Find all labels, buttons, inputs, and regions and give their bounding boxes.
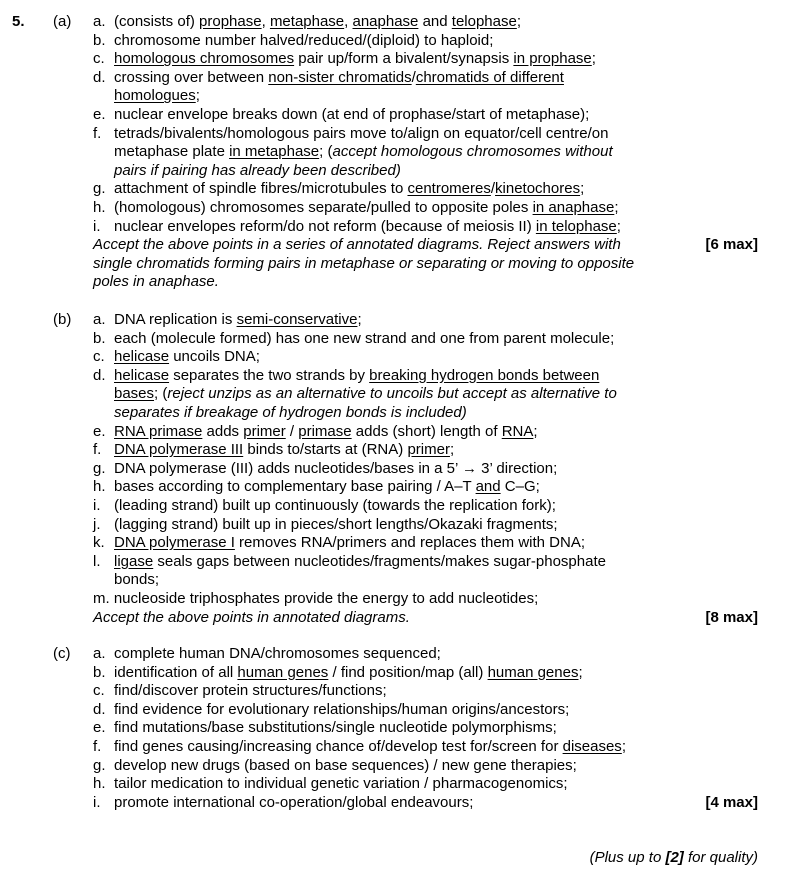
mark-point-line [0,534,788,553]
point-text [114,199,619,218]
point-text [114,738,626,757]
point-text [93,273,219,292]
key-term: non-sister chromatids [268,68,412,86]
text-segment: ; ( [319,143,333,161]
text-segment: DNA polymerase (III) adds nucleotides/bases in a 5’ → 3’ direction; [114,459,558,477]
key-term: bases [114,385,155,403]
text-segment: pair up/form a bivalent/synapsis [294,50,514,68]
point-letter: i. [93,496,101,514]
point-letter: i. [93,793,101,811]
point-text [114,125,608,144]
key-term: primer [243,422,286,440]
part-b [0,311,788,627]
quality-note [590,849,758,866]
examiner-note: poles in anaphase. [93,273,219,291]
point-letter: e. [93,105,106,123]
point-letter: e. [93,719,106,737]
mark-point-line [0,738,788,757]
text-segment: adds [202,422,244,440]
key-term: kinetochores [495,180,581,198]
mark-point-line [0,516,788,535]
mark-scheme-lines [0,645,788,812]
examiner-note: pairs if pairing has already been described) [114,161,401,179]
text-segment: bonds; [114,571,160,589]
point-text [114,32,493,51]
text-segment: / [411,68,416,86]
point-letter: f. [93,737,102,755]
text-segment: ; [578,663,583,681]
point-text [114,218,621,237]
text-segment: / [285,422,299,440]
text-segment: C–G; [500,478,540,496]
max-marks: [8 max] [705,608,758,626]
text-segment: nuclear envelopes reform/do not reform (because of meiosis II) [114,217,536,235]
text-segment: nuclear envelope breaks down (at end of prophase/start of metaphase); [114,105,590,123]
point-text [114,645,441,664]
point-text [114,404,467,423]
point-letter: d. [93,68,106,86]
point-letter: j. [93,515,101,533]
text-segment: (homologous) chromosomes separate/pulled to opposite poles [114,198,533,216]
mark-point-line [0,404,788,423]
mark-point-line [0,32,788,51]
point-text [114,50,596,69]
key-term: centromeres [407,180,491,198]
mark-point-line [0,125,788,144]
mark-point-line [0,162,788,181]
key-term: telophase [451,13,517,30]
text-segment: (consists of) [114,13,200,30]
point-letter: h. [93,198,106,216]
examiner-note: separates if breakage of hydrogen bonds is included) [114,403,467,421]
point-letter: f. [93,124,102,142]
point-letter: k. [93,534,105,552]
point-text [114,330,614,349]
key-term: in telophase [535,217,617,235]
mark-point-line [0,609,788,628]
text-segment: identification of all [114,663,238,681]
key-term: prophase [199,13,262,30]
text-segment: and [418,13,452,30]
point-letter: e. [93,422,106,440]
text-segment: each (molecule formed) has one new strand and one from parent molecule; [114,329,615,347]
mark-point-line [0,775,788,794]
text-segment: ; [449,441,455,459]
text-segment: seals gaps between nucleotides/fragments/makes sugar-phosphate [153,552,606,570]
point-letter: f. [93,441,102,459]
point-text [93,590,538,609]
text-segment: / [490,180,496,198]
key-term: human genes [487,663,579,681]
point-letter: b. [93,329,106,347]
quality-marks: [2] [665,849,684,866]
key-term: in metaphase [229,143,320,161]
text-segment: binds to/starts at (RNA) [243,441,408,459]
text-segment: ; [357,311,362,328]
mark-point-line [0,330,788,349]
mark-point-line [0,460,788,479]
point-letter: d. [93,700,106,718]
text-segment: find/discover protein structures/functions; [114,682,387,700]
text-segment: find genes causing/increasing chance of/develop test for/screen for [114,737,563,755]
part-label: (c) [53,645,71,662]
mark-point-line [0,441,788,460]
mark-point-line [0,348,788,367]
point-letter: h. [93,478,106,496]
quality-note-text: (Plus up to [589,849,666,866]
point-letter: d. [93,366,106,384]
mark-point-line [0,590,788,609]
point-text [93,236,621,255]
mark-point-line [0,701,788,720]
key-term: in anaphase [532,198,615,216]
mark-point-line [0,682,788,701]
point-letter: a. [93,311,106,328]
max-marks: [6 max] [705,236,758,254]
point-letter: g. [93,180,106,198]
part-a [0,13,788,292]
key-term: homologues [114,87,196,105]
point-letter: h. [93,775,106,793]
point-letter: g. [93,756,106,774]
text-segment: adds (short) length of [351,422,502,440]
key-term: metaphase [269,13,345,30]
key-term: DNA polymerase I [114,534,235,552]
key-term: chromatids of different [415,68,564,86]
text-segment: ; [195,87,200,105]
text-segment: ; [591,50,596,68]
text-segment: complete human DNA/chromosomes sequenced; [114,645,441,662]
point-letter: c. [93,50,105,68]
mark-point-line [0,199,788,218]
text-segment: ; [614,198,619,216]
point-text [114,757,577,776]
mark-point-line [0,311,788,330]
point-letter: b. [93,31,106,49]
key-term: in prophase [513,50,592,68]
mark-point-line [0,69,788,88]
text-segment: ; [580,180,585,198]
text-segment: DNA replication is [114,311,237,328]
key-term: homologous chromosomes [114,50,295,68]
key-term: helicase [114,348,170,366]
key-term: helicase [114,366,170,384]
mark-point-line [0,236,788,255]
text-segment: develop new drugs (based on base sequences) / new gene therapies; [114,756,577,774]
text-segment: promote international co-operation/global endeavours; [114,793,474,811]
mark-point-line [0,143,788,162]
mark-point-line [0,423,788,442]
text-segment: removes RNA/primers and replaces them with DNA; [234,534,586,552]
point-letter: c. [93,682,105,700]
point-text [114,385,617,404]
point-text [114,719,557,738]
quality-note-text: for quality) [683,849,758,866]
text-segment: ; [516,13,522,30]
key-term: primase [298,422,352,440]
text-segment: chromosome number halved/reduced/(diploid) to haploid; [114,31,494,49]
text-segment: metaphase plate [114,143,230,161]
point-text [114,348,260,367]
text-segment: m. nucleoside triphosphates provide the energy to add nucleotides; [93,589,539,607]
mark-scheme-lines [0,311,788,627]
point-text [114,162,401,181]
point-text [114,701,569,720]
part-c [0,645,788,812]
point-text [114,534,585,553]
part-label: (a) [53,13,72,30]
point-text [114,13,521,32]
key-term: RNA [501,422,534,440]
text-segment: ; ( [154,385,168,403]
text-segment: crossing over between [114,68,269,86]
point-text [114,571,159,590]
key-term: RNA primase [114,422,203,440]
mark-point-line [0,367,788,386]
point-text [93,255,634,274]
point-text [114,180,584,199]
text-segment: tetrads/bivalents/homologous pairs move to/align on equator/cell centre/on [114,124,609,142]
mark-point-line [0,87,788,106]
point-text [114,497,556,516]
text-segment: separates the two strands by [169,366,370,384]
mark-point-line [0,218,788,237]
point-letter: i. [93,217,101,235]
question-number: 5. [12,13,25,30]
key-term: ligase [114,552,154,570]
point-text [114,478,540,497]
text-segment: , [261,13,270,30]
point-text [114,87,200,106]
mark-point-line [0,255,788,274]
mark-point-line [0,794,788,813]
key-term: DNA polymerase III [114,441,244,459]
part-label: (b) [53,311,72,328]
mark-point-line [0,645,788,664]
examiner-note: single chromatids forming pairs in metaphase or separating or moving to opposite [93,254,635,272]
examiner-note: reject unzips as an alternative to uncoils but accept as alternative to [167,385,617,403]
text-segment: / find position/map (all) [328,663,488,681]
mark-point-line [0,497,788,516]
point-text [114,106,589,125]
point-text [114,553,606,572]
point-text [114,441,454,460]
mark-point-line [0,13,788,32]
text-segment: ; [533,422,538,440]
point-letter: a. [93,645,106,662]
text-segment: uncoils DNA; [169,348,260,366]
point-text [114,664,583,683]
examiner-note: Accept the above points in a series of annotated diagrams. Reject answers with [93,236,621,254]
mark-point-line [0,757,788,776]
max-marks: [4 max] [705,793,758,811]
point-text [93,609,410,628]
key-term: breaking hydrogen bonds between [369,366,600,384]
key-term: diseases [562,737,622,755]
key-term: anaphase [352,13,419,30]
text-segment: ; [616,217,621,235]
mark-point-line [0,385,788,404]
text-segment: (lagging strand) built up in pieces/short lengths/Okazaki fragments; [114,515,558,533]
point-text [114,423,538,442]
point-text [114,775,568,794]
point-text [114,516,558,535]
text-segment: bases according to complementary base pairing / A–T [114,478,476,496]
point-text [114,143,613,162]
text-segment: find mutations/base substitutions/single nucleotide polymorphisms; [114,719,557,737]
mark-point-line [0,106,788,125]
key-term: primer [407,441,450,459]
text-segment: ; [621,737,626,755]
point-letter: a. [93,13,106,30]
mark-point-line [0,719,788,738]
mark-scheme-lines [0,13,788,292]
key-term: human genes [237,663,329,681]
mark-point-line [0,478,788,497]
mark-point-line [0,664,788,683]
point-letter: b. [93,663,106,681]
point-text [114,682,387,701]
examiner-note: accept homologous chromosomes without [332,143,613,161]
mark-point-line [0,571,788,590]
mark-point-line [0,273,788,292]
point-letter: c. [93,348,105,366]
point-text [114,69,564,88]
mark-point-line [0,553,788,572]
point-letter: l. [93,552,101,570]
point-text [114,460,557,479]
text-segment: , [344,13,353,30]
text-segment: find evidence for evolutionary relationships/human origins/ancestors; [114,700,570,718]
mark-point-line [0,180,788,199]
point-letter: g. [93,459,106,477]
point-text [114,794,473,813]
text-segment: attachment of spindle fibres/microtubules to [114,180,408,198]
key-term: and [475,478,501,496]
text-segment: tailor medication to individual genetic variation / pharmacogenomics; [114,775,568,793]
point-text [114,311,362,330]
point-text [114,367,599,386]
text-segment: (leading strand) built up continuously (towards the replication fork); [114,496,556,514]
mark-point-line [0,50,788,69]
examiner-note: Accept the above points in annotated diagrams. [93,608,410,626]
key-term: semi-conservative [236,311,358,328]
